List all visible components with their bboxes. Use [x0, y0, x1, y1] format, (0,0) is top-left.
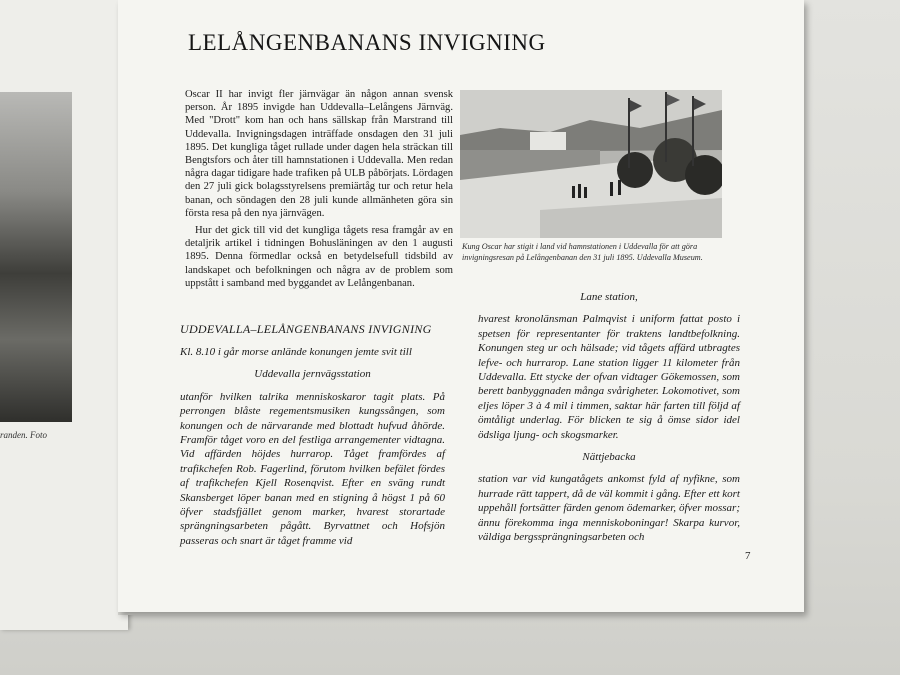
- photo-caption: Kung Oscar har stigit i land vid hamnstationen i Uddevalla för att göra invigningsresan på Lelångenbanan den 31 juli 1895. Uddevalla Museum.: [462, 242, 703, 262]
- article-left-column: [180, 345, 445, 548]
- page-title: LELÅNGENBANANS INVIGNING: [188, 30, 546, 55]
- article-body: utanför hvilken talrika menniskoskaror tagit plats. På perrongen blåste regementsmusiken kungssången, som konungen och de närvarande med blottadt hufvud åhörde. Framför tåget voro en del festliga arrangementer vidtagna. Vid affärden höjdes hurrarop. Tåget framfördes af trafikchefen Rob. Fagerlind, förutom hvilken befälet fördes af trafikchefen Kjell Rosenqvist. Efter en sväng rundt Skansberget löper banan med en stigning å högst 1 på 60 öfver stadsfjället genom marker, hvarest storartade sprängningsarbeten pågått. Byrvattnet och Hofsjön passeras och snart är tåget framme vid: [180, 390, 445, 547]
- station-heading: Lane station,: [580, 291, 638, 303]
- station-heading: Nättjebacka: [582, 451, 636, 464]
- intro-paragraph: Hur det gick till vid det kungliga tågets resa framgår av en detaljrik artikel i tidningen Bohusläningen av den 1 augusti 1895. Denna förmedlar också en betydelsefull tidsbild av landskapet och befolkningen och några av de problem som uppstått i samband med byggandet av Lelångenbanan.: [185, 225, 453, 289]
- station-heading: Uddevalla jernvägsstation: [254, 368, 371, 381]
- historical-photo: [460, 90, 722, 238]
- page-number: 7: [745, 550, 751, 562]
- photo-illustration: [460, 90, 722, 238]
- article-body: hvarest kronolänsman Palmqvist i uniform fattat posto i spetsen för representanter för traktens landtbefolkning. Konungen steg ur och hälsade; vid tågets affärd utbragtes lefve- och hurrarop. Lane station ligger 11 kilometer från Uddevalla. Ett stycke der ofvan vidtager Gökemossen, som berett banbyggnaden många svårigheter. Lokomotivet, som eljes löper 3 à 4 mil i timmen, saktar här farten till följd af ömtåligt underlag. För blicken te sig å ömse sidor idel ödsliga ljung- och skogsmarker.: [478, 313, 740, 441]
- article-subheading: UDDEVALLA–LELÅNGENBANANS INVIGNING: [180, 322, 432, 336]
- intro-text: [185, 88, 453, 294]
- left-page: [0, 0, 128, 630]
- intro-paragraph: Oscar II har invigt fler järnvägar än någon annan svensk person. År 1895 invigde han Uddevalla–Lelångens Järnväg. Med "Drott" kom han och hans sällskap från Marstrand till Uddevalla. Invigningsdagen inträffade onsdagen den 31 juli 1895. Det kungliga tåget rullade under dagen hela sträckan till Bengtsfors och åter till hamnstationen i Uddevalla. Men redan några dagar tidigare hade trafiken på ULB påbörjats. Lördagen den 27 juli gick bolagsstyrelsens premiärtåg tur och retur hela banan, och söndagen den 28 juli kunde allmänheten göra sin första resa på den nya järnvägen.: [185, 89, 453, 219]
- left-page-caption: randen. Foto: [0, 430, 47, 440]
- article-right-column: [478, 290, 740, 545]
- left-page-photo: [0, 92, 72, 422]
- article-line: Kl. 8.10 i går morse anlände konungen jemte svit till: [180, 346, 412, 358]
- article-body: station var vid kungatågets ankomst fyld af nyfikne, som hurrade rätt tappert, då de väl kommit i gång. Efter ett kort uppehåll fortsätter färden genom ödemarker, öfver mossar; ännu förekomma inga menniskoboningar! Skarpa kurvor, väldiga bergssprängningsarbeten och: [478, 473, 740, 544]
